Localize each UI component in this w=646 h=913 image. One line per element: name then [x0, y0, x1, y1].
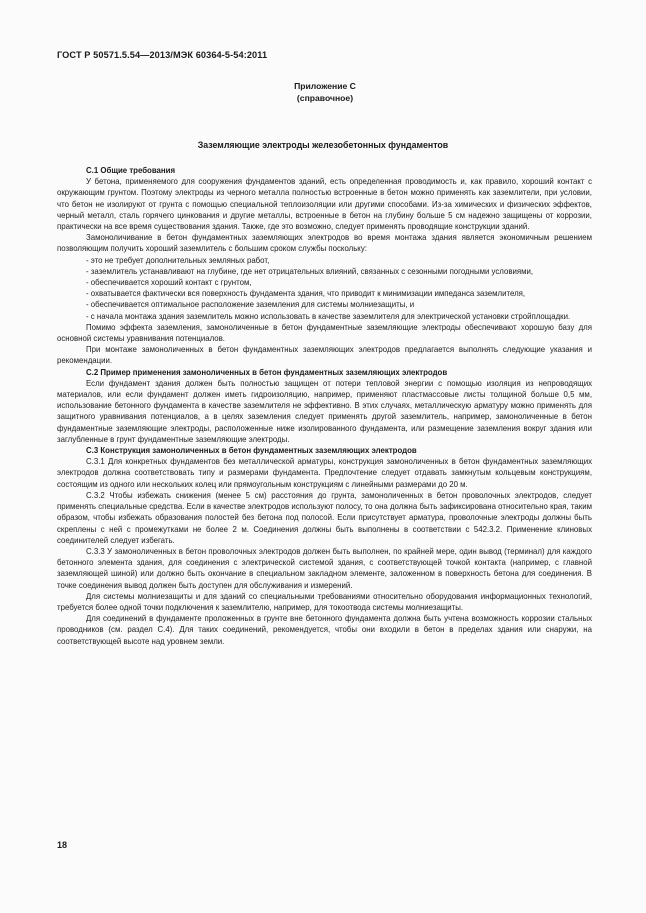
section-heading-c2: С.2 Пример применения замоноличенных в бетон фундаментных заземляющих электродов — [86, 367, 448, 377]
list-item: - заземлитель устанавливают на глубине, где нет отрицательных влияний, связанных с сезонными погодными условиями, — [86, 266, 534, 276]
paragraph: Для соединений в фундаменте проложенных в грунте вне бетонного фундамента должна быть учтена возможность коррозии стальных проводников (см. раздел С.4). Для таких соединений, рекомендуется, чтобы они входили в бетон в пределах здания или снаружи, на соответствующей высоте над уровнем земли. — [57, 614, 592, 646]
list-item: - обеспечивается хороший контакт с грунтом, — [86, 278, 252, 288]
page-number: 18 — [57, 840, 68, 850]
list-item: - охватывается фактически вся поверхность фундамента здания, что приводит к минимизации импеданса заземлителя, — [86, 289, 526, 299]
paragraph: При монтаже замоноличенных в бетон фундаментных заземляющих электродов предлагается выполнять следующие указания и рекомендации. — [57, 345, 592, 366]
paragraph: Если фундамент здания должен быть полностью защищен от потери тепловой энергии с помощью изоляция из непроводящих материалов, или если фундамент должен иметь гидроизоляцию, например, применяют пластмассовые листы толщиной больше 0,5 мм, использование бетонного фундамента в качестве заземлителя не эффективно. В этих случаях, металлическую арматуру можно применять для защитного уравнивания потенциалов, а в целях заземления следует применять другой заземлитель, например, замоноличенные в бетон фундаментные заземляющие электроды, расположенные ниже изолированного фундамента, или размещение заземления вокруг здания или заглубленные в грунт фундаментные заземляющие электроды. — [57, 378, 592, 444]
paragraph: У бетона, применяемого для сооружения фундаментов зданий, есть определенная проводимость и, как правило, хороший контакт с окружающим грунтом. Поэтому электроды из черного металла полностью встроенные в бетон можно применять как заземлители, при условии, что бетон не изолируют от грунта с помощью специальной теплоизоляции или другими способами. Из-за химических и физических эффектов, черный металл, сталь горячего цинкования и другие металлы, встроенные в бетон на глубину больше 5 см надежно защищены от коррозии, практически на все время существования здания. Также, где это возможно, следует применять проводящие конструкции зданий. — [57, 177, 592, 232]
standard-header: ГОСТ Р 50571.5.54—2013/МЭК 60364-5-54:2011 — [57, 50, 268, 60]
paragraph: С.3.1 Для конкретных фундаментов без металлической арматуры, конструкция замоноличенных в бетон фундаментных заземляющих электродов должна соответствовать типу и размерами фундамента. Предпочтение следует отдавать замкнутым кольцевым конструкциям, состоящим из одного или нескольких колец или прямоугольным конструкциям с линейными размерами до 20 м. — [57, 457, 592, 489]
paragraph: Помимо эффекта заземления, замоноличенные в бетон фундаментные заземляющие электроды обеспечивают хорошую базу для основной системы уравнивания потенциалов. — [57, 322, 592, 344]
paragraph: С.3.3 У замоноличенных в бетон проволочных электродов должен быть выполнен, по крайней мере, один вывод (терминал) для каждого бетонного элемента здания, для соединения с электрической системой здания, с соответствующей точкой контакта (например, с главной заземляющей шиной) или должно быть окончание в специальном закладном элементе, заложенном в поверхность бетона для соединения. В точке соединения вывод должен быть доступен для обслуживания и измерений. — [57, 546, 592, 590]
paragraph: Для системы молниезащиты и для зданий со специальными требованиями относительно оборудования информационных технологий, требуется более одной точки подключения к заземлителю, например, для токоотвода системы молниезащиты. — [57, 591, 592, 612]
document-body — [57, 165, 592, 647]
list-item: - обеспечивается оптимальное расположение заземления для системы молниезащиты, и — [86, 300, 415, 310]
paragraph: Замоноличивание в бетон фундаментных заземляющих электродов во время монтажа здания является экономичным решением позволяющим получить хороший заземлитель с большим сроком службы поскольку: — [57, 233, 592, 254]
list-item: - с начала монтажа здания заземлитель можно использовать в качестве заземлителя для электрической установки стройплощадки. — [86, 311, 571, 321]
section-heading-c1: С.1 Общие требования — [86, 166, 176, 175]
annex-heading — [0, 80, 646, 104]
annex-type: (справочное) — [296, 93, 354, 103]
section-heading-c3: С.3 Конструкция замоноличенных в бетон фундаментных заземляющих электродов — [86, 446, 417, 456]
paragraph: С.3.2 Чтобы избежать снижения (менее 5 см) расстояния до грунта, замоноличенных в бетон проволочных электродов, следует применять специальные средства. Если в качестве электродов используют полосу, то она должна быть зафиксирована относительно края, таким образом, чтобы избежать образования полостей без бетона под полосой. Если присутствует арматура, проволочные электроды должны быть скреплены с ней с промежутками не более 2 м. Соединения должны быть выполнены в соответствии с 542.3.2. Применение клиновых соединителей следует избегать. — [57, 490, 592, 545]
annex-title: Приложение С — [294, 81, 356, 91]
list-item: - это не требует дополнительных земляных работ, — [86, 255, 270, 265]
document-title: Заземляющие электроды железобетонных фундаментов — [197, 140, 449, 150]
